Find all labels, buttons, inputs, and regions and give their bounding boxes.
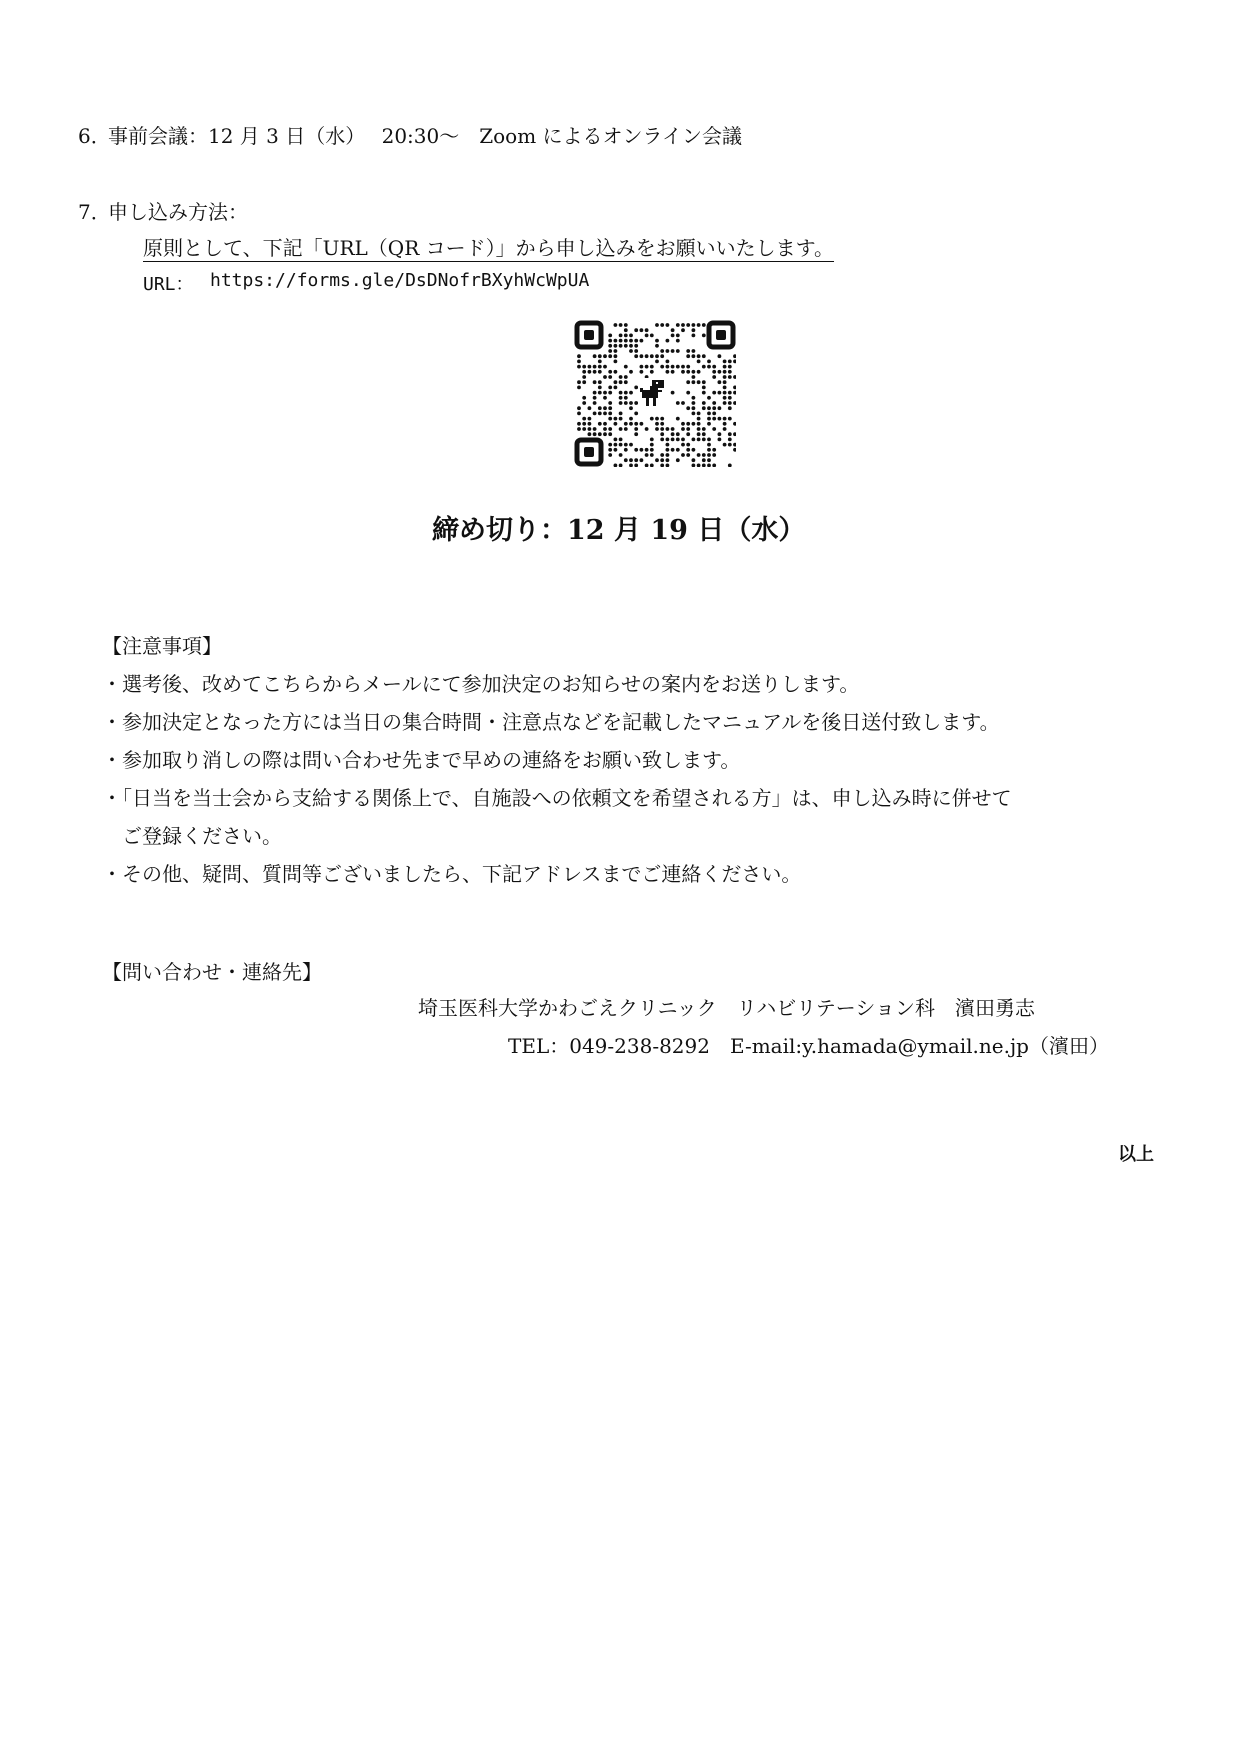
contact-tel-email: TEL：049-238-8292 E-mail:y.hamada@ymail.ne.jp（濱田）: [508, 1034, 1109, 1058]
note-item: ・「日当を当士会から支給する関係上で、自施設への依頼文を希望される方」は、申し込み時に併せて: [102, 786, 1012, 810]
deadline: 締め切り：12 月 19 日（水）: [432, 515, 806, 546]
note-item: ・参加取り消しの際は問い合わせ先まで早めの連絡をお願い致します。: [102, 748, 741, 772]
qr-code-icon[interactable]: [574, 320, 736, 467]
note-item: ・参加決定となった方には当日の集合時間・注意点などを記載したマニュアルを後日送付致します。: [102, 710, 1000, 734]
url-label: URL：: [143, 274, 194, 295]
form-url-link[interactable]: https://forms.gle/DsDNofrBXyhWcWpUA: [210, 270, 590, 291]
section-6-text: 事前会議：12 月 3 日（水） 20:30〜 Zoom によるオンライン会議: [108, 124, 742, 148]
section-7-number: 7．: [78, 200, 111, 224]
section-6-number: 6．: [78, 124, 111, 148]
contact-heading: 【問い合わせ・連絡先】: [102, 960, 322, 984]
notes-heading: 【注意事項】: [102, 634, 222, 658]
contact-organization: 埼玉医科大学かわごえクリニック リハビリテーション科 濱田勇志: [418, 996, 1035, 1020]
section-7-title: 申し込み方法：: [108, 200, 248, 224]
note-item: ご登録ください。: [102, 824, 282, 848]
note-item: ・選考後、改めてこちらからメールにて参加決定のお知らせの案内をお送りします。: [102, 672, 860, 696]
note-item: ・その他、疑問、質問等ございましたら、下記アドレスまでご連絡ください。: [102, 862, 802, 886]
closing: 以上: [1118, 1144, 1154, 1165]
application-instruction: 原則として、下記「URL（QR コード）」から申し込みをお願いいたします。: [143, 236, 835, 260]
